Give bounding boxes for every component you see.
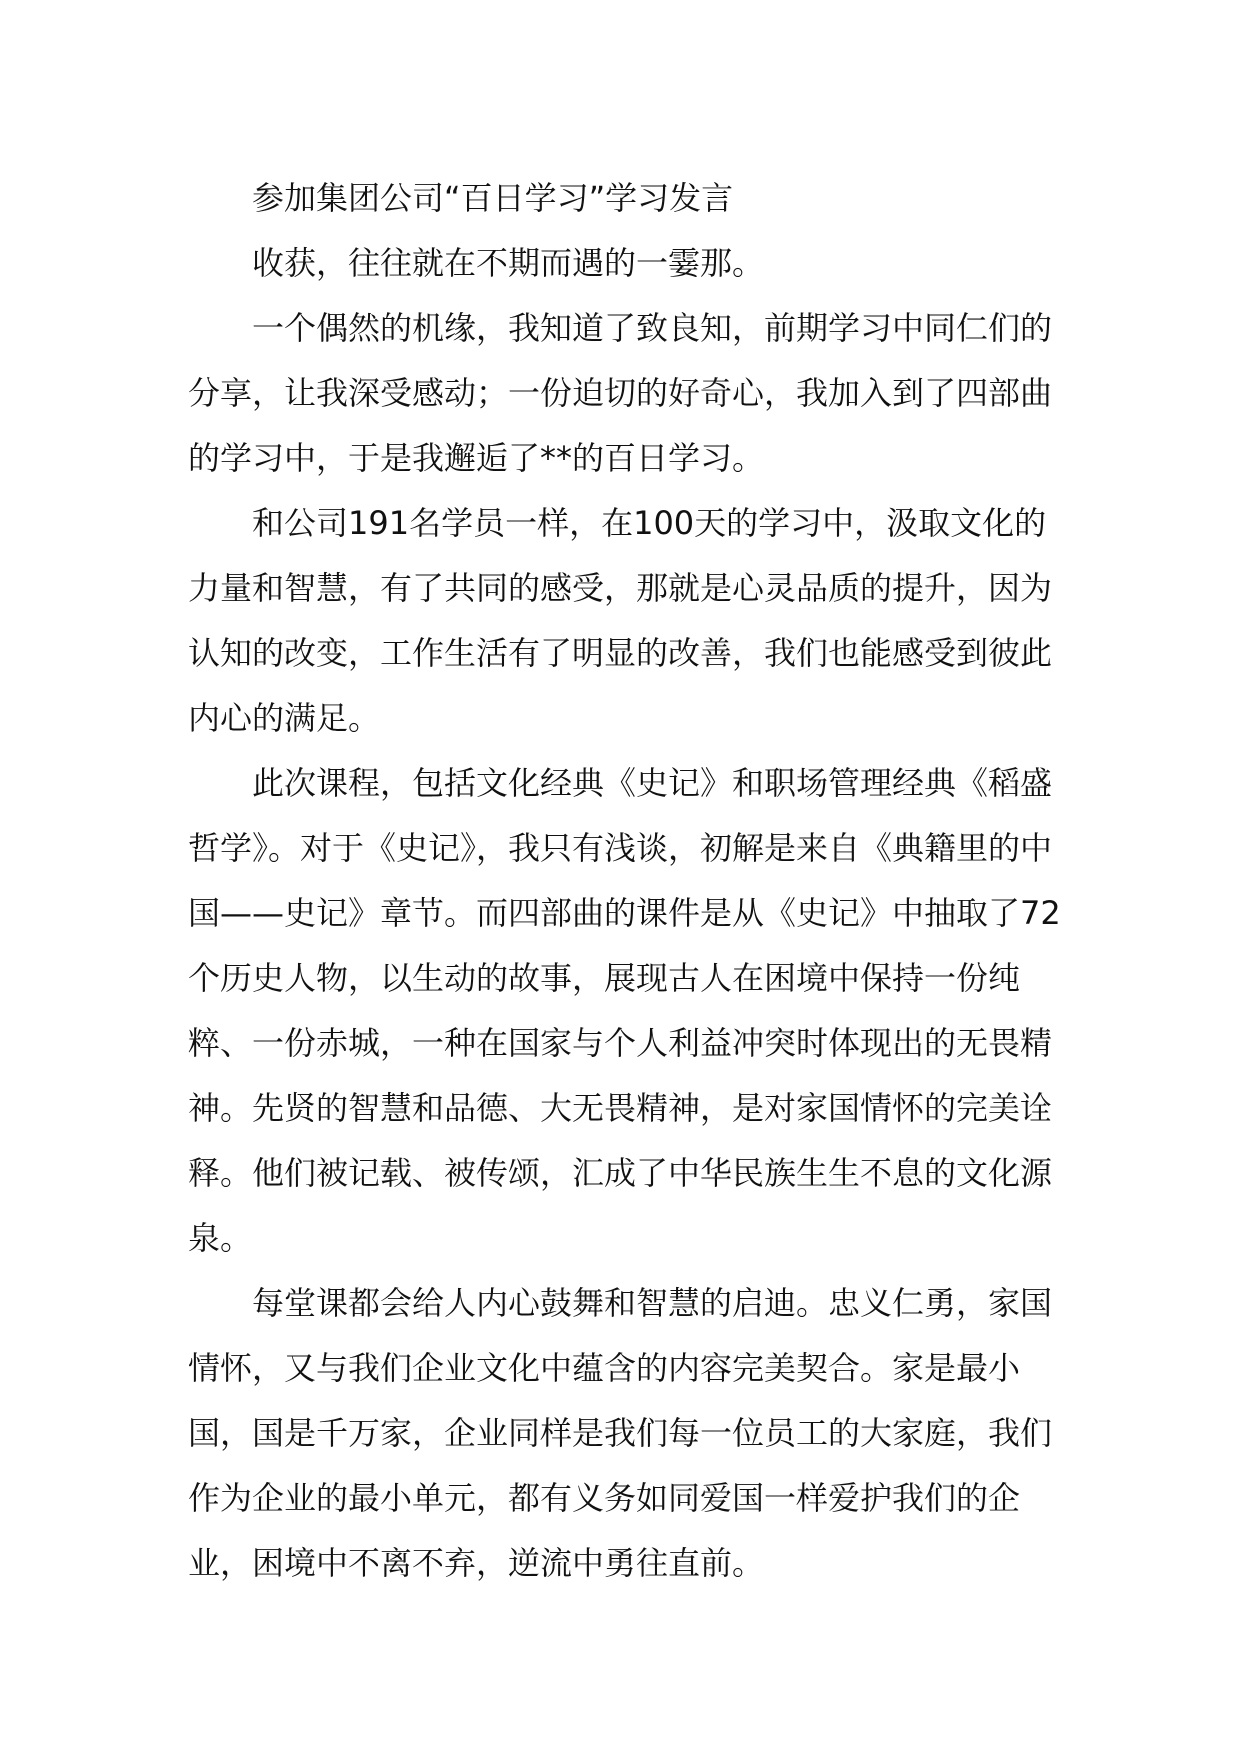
paragraph-4: 此次课程，包括文化经典《史记》和职场管理经典《稻盛哲学》。对于《史记》，我只有浅谈，初解是来自《典籍里的中国——史记》章节。而四部曲的课件是从《史记》中抽取了72个历史人物，以生动的故事，展现古人在困境中保持一份纯粹、一份赤城，一种在国家与个人利益冲突时体现出的无畏精神。先贤的智慧和品德、大无畏精神，是对家国情怀的完美诠释。他们被记载、被传颂，汇成了中华民族生生不息的文化源泉。 — [188, 764, 1061, 1257]
paragraph-3: 和公司191名学员一样，在100天的学习中，汲取文化的力量和智慧，有了共同的感受，那就是心灵品质的提升，因为认知的改变，工作生活有了明显的改善，我们也能感受到彼此内心的满足。 — [188, 504, 1053, 737]
paragraph-5: 每堂课都会给人内心鼓舞和智慧的启迪。忠义仁勇，家国情怀，又与我们企业文化中蕴含的内容完美契合。家是最小国，国是千万家，企业同样是我们每一位员工的大家庭，我们作为企业的最小单元，都有义务如同爱国一样爱护我们的企业，困境中不离不弃，逆流中勇往直前。 — [188, 1284, 1053, 1582]
paragraph-2: 一个偶然的机缘，我知道了致良知，前期学习中同仁们的分享，让我深受感动；一份迫切的好奇心，我加入到了四部曲的学习中，于是我邂逅了**的百日学习。 — [188, 309, 1053, 477]
document-body — [188, 166, 1068, 1596]
document-title: 参加集团公司“百日学习”学习发言 — [252, 179, 734, 217]
paragraph-1: 收获，往往就在不期而遇的一霎那。 — [252, 244, 765, 282]
